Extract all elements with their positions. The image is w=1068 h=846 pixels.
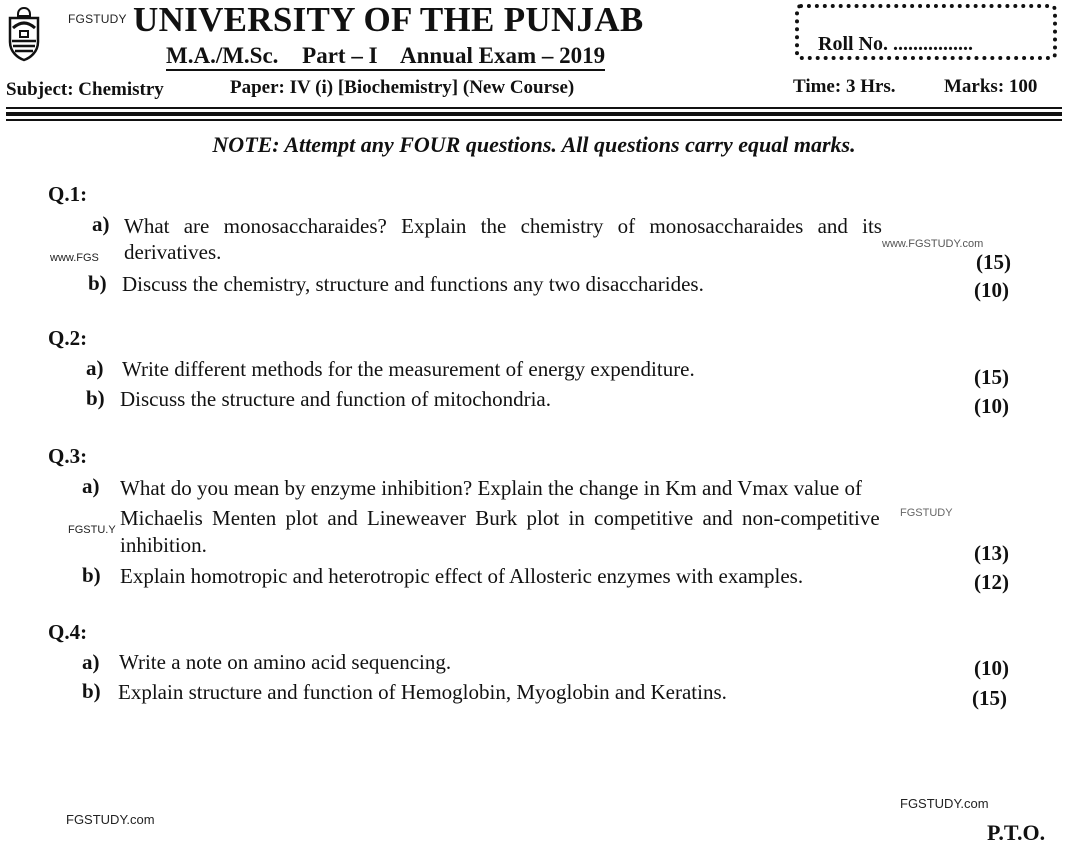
header-divider [6,119,1062,121]
university-title: UNIVERSITY OF THE PUNJAB [133,0,644,39]
watermark-text: FGSTU.Y [68,524,116,536]
question-2-label: Q.2: [48,326,88,350]
header-divider [6,107,1062,109]
question-2a-letter: a) [86,356,104,380]
question-1b-marks: (10) [974,278,1009,302]
question-2a-text: Write different methods for the measurement of energy expenditure. [122,357,695,381]
question-4a-marks: (10) [974,656,1009,680]
question-3a-text-line3: inhibition. [120,533,207,557]
question-4b-text: Explain structure and function of Hemoglobin, Myoglobin and Keratins. [118,680,727,704]
question-3a-text-line2: Michaelis Menten plot and Lineweaver Burk plot in competitive and non-competitive [120,506,880,530]
question-3b-letter: b) [82,563,101,587]
watermark-text: FGSTUDY [68,12,127,26]
watermark-text: FGSTUDY [900,507,953,519]
exam-title [166,43,605,71]
question-3a-letter: a) [82,474,100,498]
roll-number-field: Roll No. ................ [818,33,973,55]
question-1a-letter: a) [92,212,110,236]
question-2b-letter: b) [86,386,105,410]
question-4b-letter: b) [82,679,101,703]
question-1a-text: What are monosaccharaides? Explain the chemistry of monosaccharaides and its [124,214,882,238]
total-marks-label: Marks: 100 [944,76,1038,97]
watermark-text: FGSTUDY.com [900,796,989,811]
question-2a-marks: (15) [974,365,1009,389]
university-crest-icon [6,6,42,62]
question-4a-letter: a) [82,650,100,674]
question-1a-text-line2: derivatives. [124,240,222,264]
question-2b-marks: (10) [974,394,1009,418]
subject-label: Subject: Chemistry [6,79,164,100]
program-label: M.A./M.Sc. [166,43,279,68]
question-4a-text: Write a note on amino acid sequencing. [119,650,452,674]
question-1b-text: Discuss the chemistry, structure and functions any two disaccharides. [122,272,704,296]
watermark-text: FGSTUDY.com [66,812,155,827]
question-1b-letter: b) [88,271,107,295]
header-divider [6,112,1062,116]
question-3a-text: What do you mean by enzyme inhibition? Explain the change in Km and Vmax value of [120,476,862,500]
question-3b-text: Explain homotropic and heterotropic effect of Allosteric enzymes with examples. [120,564,804,588]
question-3-label: Q.3: [48,444,88,468]
question-4-label: Q.4: [48,620,88,644]
instructions-note: NOTE: Attempt any FOUR questions. All questions carry equal marks. [212,132,856,157]
session-label: Annual Exam – 2019 [400,43,606,68]
question-4b-marks: (15) [972,686,1007,710]
time-label: Time: 3 Hrs. [793,76,896,97]
watermark-text: www.FGSTUDY.com [882,238,984,250]
page-turn-over-label: P.T.O. [987,820,1046,845]
question-2b-text: Discuss the structure and function of mitochondria. [120,387,551,411]
watermark-text: www.FGS [50,252,99,264]
question-1-label: Q.1: [48,182,88,206]
question-3b-marks: (12) [974,570,1009,594]
question-3a-marks: (13) [974,541,1009,565]
question-1a-marks: (15) [976,250,1011,274]
part-label: Part – I [302,43,378,68]
paper-label: Paper: IV (i) [Biochemistry] (New Course) [230,77,575,98]
